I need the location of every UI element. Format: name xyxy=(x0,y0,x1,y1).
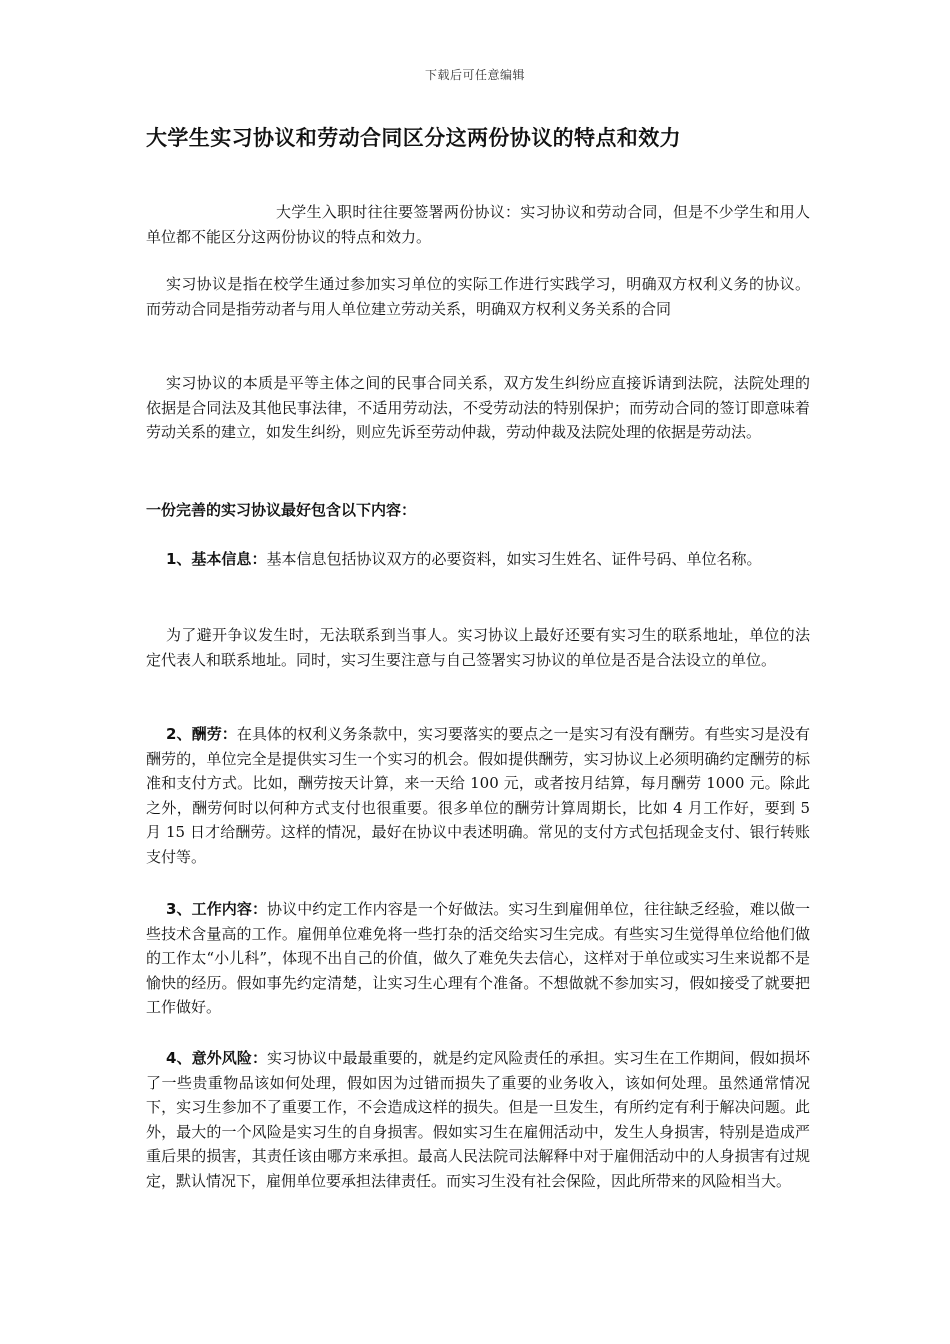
item-text: 在具体的权利义务条款中，实习要落实的要点之一是实习有没有酬劳。有些实习是没有酬劳的，单位完全是提供实习生一个实习的机会。假如提供酬劳，实习协议上必须明确约定酬劳的标准和支付方式。比如，酬劳按天计算，来一天给 100 元，或者按月结算，每月酬劳 1000 元。除此之外，酬劳何时以何种方式支付也很重要。很多单位的酬劳计算周期长，比如 4 月工作好，要到 5 月 15 日才给酬劳。这样的情况，最好在协议中表述明确。常见的支付方式包括现金支付、银行转账支付等。 xyxy=(146,725,811,866)
item-lead: 3、工作内容： xyxy=(166,900,268,918)
item-lead: 4、意外风险： xyxy=(166,1049,268,1067)
item-text: 实习协议中最最重要的，就是约定风险责任的承担。实习生在工作期间，假如损坏了一些贵重物品该如何处理，假如因为过错而损失了重要的业务收入，该如何处理。虽然通常情况下，实习生参加不了重要工作，不会造成这样的损失。但是一旦发生，有所约定有利于解决问题。此外，最大的一个风险是实习生的自身损害。假如实习生在雇佣活动中，发生人身损害，特别是造成严重后果的损害，其责任该由哪方来承担。最高人民法院司法解释中对于雇佣活动中的人身损害有过规定，默认情况下，雇佣单位要承担法律责任。而实习生没有社会保险，因此所带来的风险相当大。 xyxy=(146,1049,810,1190)
contact-paragraph xyxy=(146,623,810,672)
section-heading: 一份完善的实习协议最好包含以下内容： xyxy=(146,501,417,519)
header-note: 下载后可任意编辑 xyxy=(424,68,525,82)
nature-paragraph: 实习协议的本质是平等主体之间的民事合同关系，双方发生纠纷应直接诉请到法院，法院处理的依据是合同法及其他民事法律，不适用劳动法，不受劳动法的特别保护；而劳动合同的签订即意味着劳动关系的建立，如发生纠纷，则应先诉至劳动仲裁，劳动仲裁及法院处理的依据是劳动法。 xyxy=(146,374,810,441)
item-lead: 2、酬劳： xyxy=(166,725,237,743)
item-remuneration xyxy=(146,722,810,869)
item-work-content xyxy=(146,897,810,1020)
item-accident-risk xyxy=(146,1046,810,1193)
item-text: 为了避开争议发生时，无法联系到当事人。实习协议上最好还要有实习生的联系地址，单位的法定代表人和联系地址。同时，实习生要注意与自己签署实习协议的单位是否是合法设立的单位。 xyxy=(146,626,810,669)
item-text: 协议中约定工作内容是一个好做法。实习生到雇佣单位，往往缺乏经验，难以做一些技术含量高的工作。雇佣单位难免将一些打杂的活交给实习生完成。有些实习生觉得单位给他们做的工作太“小儿科”，体现不出自己的价值，做久了难免失去信心，这样对于单位或实习生来说都不是愉快的经历。假如事先约定清楚，让实习生心理有个准备。不想做就不参加实习，假如接受了就要把工作做好。 xyxy=(146,900,810,1016)
item-text: 基本信息包括协议双方的必要资料，如实习生姓名、证件号码、单位名称。 xyxy=(266,550,762,568)
document-title: 大学生实习协议和劳动合同区分这两份协议的特点和效力 xyxy=(146,126,681,150)
intro-paragraph: 大学生入职时往往要签署两份协议：实习协议和劳动合同，但是不少学生和用人单位都不能区分这两份协议的特点和效力。 xyxy=(146,203,810,246)
definition-paragraph: 实习协议是指在校学生通过参加实习单位的实际工作进行实践学习，明确双方权利义务的协议。而劳动合同是指劳动者与用人单位建立劳动关系，明确双方权利义务关系的合同 xyxy=(146,275,810,318)
item-lead: 1、基本信息： xyxy=(166,550,267,568)
item-basic-info xyxy=(146,547,810,572)
